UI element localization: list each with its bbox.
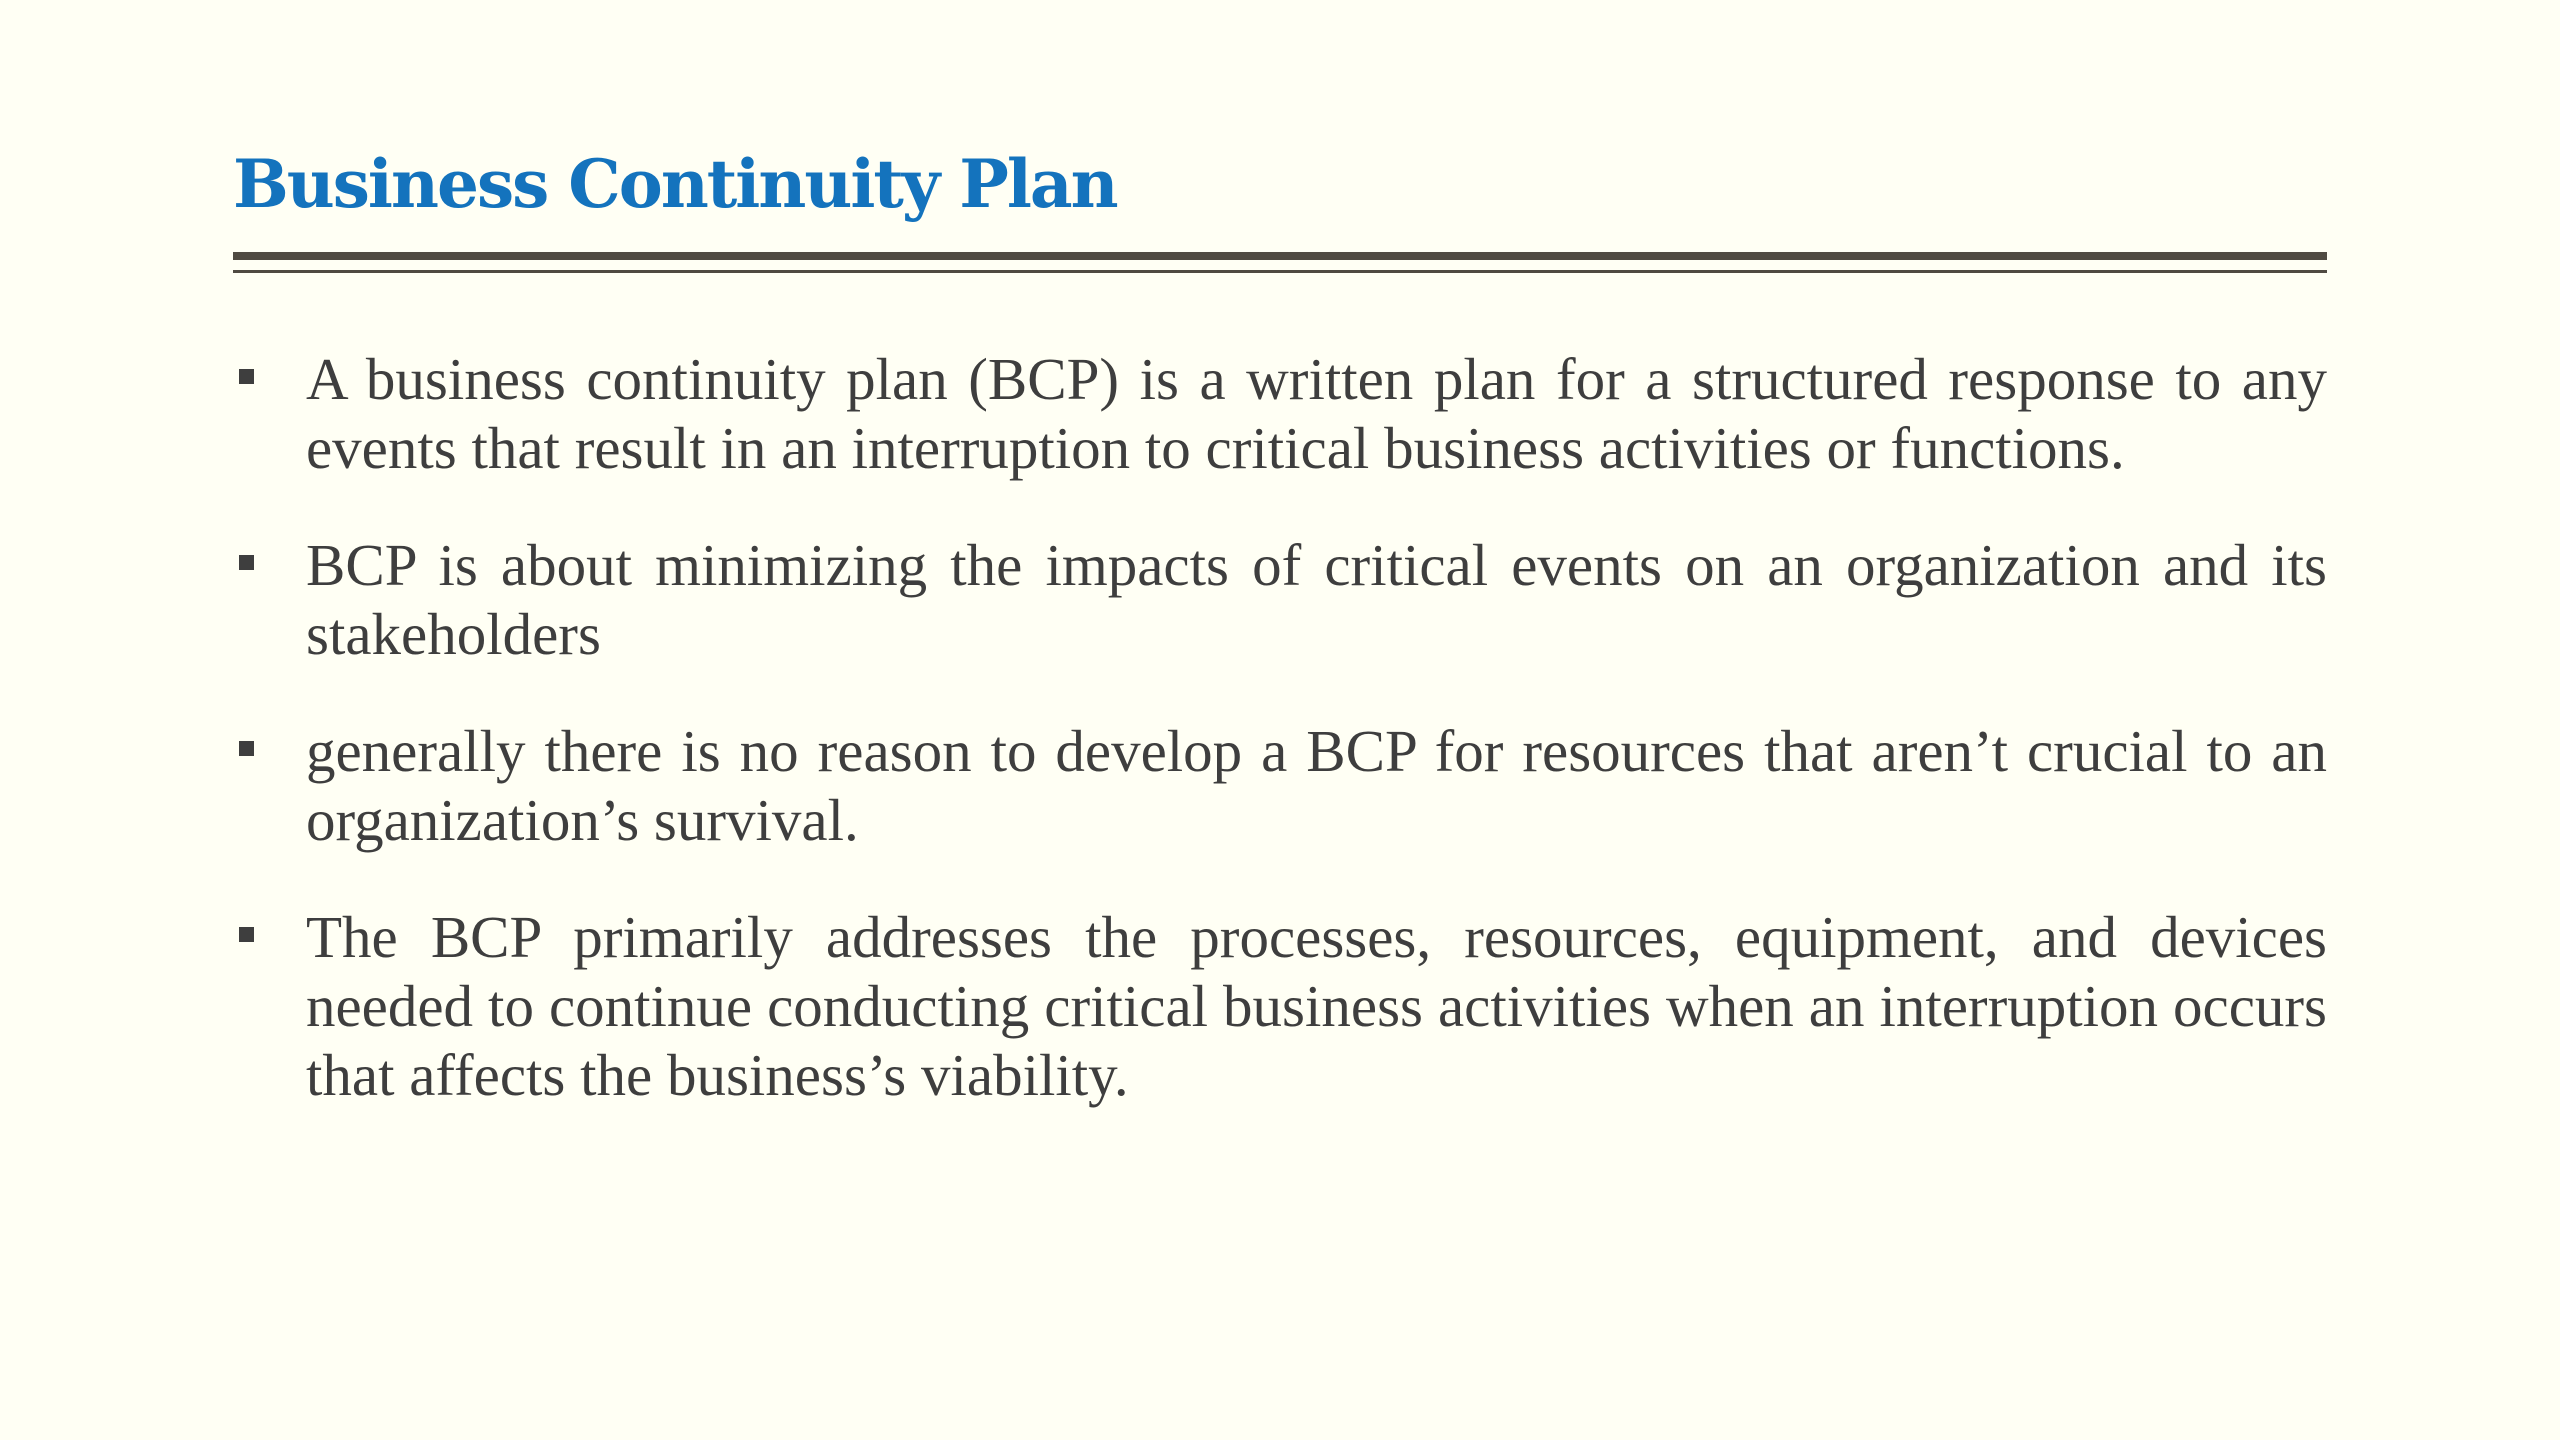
bullet-text: BCP is about minimizing the impacts of critical events on an organization and its stakeholders: [306, 532, 2327, 667]
square-bullet-icon: [239, 741, 254, 756]
bullet-text: The BCP primarily addresses the processes, resources, equipment, and devices needed to continue conducting critical business activities when an interruption occurs that affects the business’s viability.: [306, 904, 2327, 1108]
square-bullet-icon: [239, 555, 254, 570]
bullet-text: generally there is no reason to develop a BCP for resources that aren’t crucial to an organization’s survival.: [306, 718, 2327, 853]
bullet-list: [233, 345, 2327, 1158]
slide-title: Business Continuity Plan: [233, 145, 1117, 223]
bullet-item: [233, 903, 2327, 1110]
square-bullet-icon: [239, 927, 254, 942]
bullet-item: [233, 531, 2327, 669]
bullet-item: [233, 345, 2327, 483]
bullet-item: [233, 717, 2327, 855]
title-divider-thick: [233, 252, 2327, 260]
bullet-text: A business continuity plan (BCP) is a written plan for a structured response to any events that result in an interruption to critical business activities or functions.: [306, 346, 2327, 481]
title-divider-thin: [233, 270, 2327, 273]
square-bullet-icon: [239, 369, 254, 384]
